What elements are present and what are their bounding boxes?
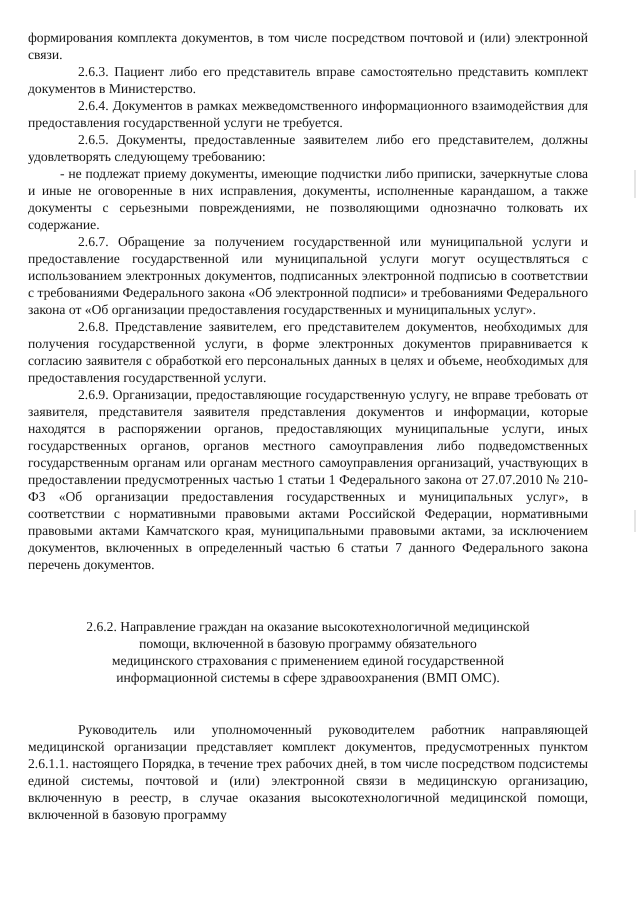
heading-line: 2.6.2. Направление граждан на оказание высокотехнологичной медицинской [86,619,530,634]
paragraph-2-6-3: 2.6.3. Пациент либо его представитель вправе самостоятельно представить комплект документов в Министерство. [28,64,588,96]
heading-line: медицинского страхования с применением единой государственной [111,653,505,668]
paragraph-continuation: формирования комплекта документов, в том числе посредством почтовой и (или) электронной связи. [28,30,588,62]
paragraph-2-6-5: 2.6.5. Документы, предоставленные заявителем либо его представителем, должны удовлетворять следующему требованию: [28,132,588,164]
scan-artifact [634,170,636,198]
section-spacer [28,686,588,721]
paragraph-2-6-9: 2.6.9. Организации, предоставляющие государственную услугу, не вправе требовать от заявителя, представителя заявителя представления документов и информации, которые находятся в распоряжении органов, предоставляющих муниципальные услуги, иных государственных органов, органов местного самоуправления либо подведомственных государственным органам или органам местного самоуправления организаций, участвующих в предоставлении предусмотренных частью 1 статьи 1 Федерального закона от 27.07.2010 № 210-ФЗ «Об организации предоставления государственных и муниципальных услуг», в соответствии с нормативными правовыми актами Российской Федерации, нормативными правовыми актами Камчатского края, муниципальными правовыми актами, за исключением документов, включенных в определенный частью 6 статьи 7 данного Федерального закона перечень документов. [28,387,588,572]
section-spacer [28,573,588,618]
paragraph-2-6-4: 2.6.4. Документов в рамках межведомственного информационного взаимодействия для предоставления государственной услуги не требуется. [28,98,588,130]
paragraph-requirement-bullet: - не подлежат приему документы, имеющие подчистки либо приписки, зачеркнутые слова и иные не оговоренные в них исправления, документы, исполненные карандашом, а также документы с серьезными повреждениями, не позволяющими однозначно толковать их содержание. [28,166,588,232]
document-page [28,29,588,823]
paragraph-2-6-8: 2.6.8. Представление заявителем, его представителем документов, необходимых для получения государственной услуги, в форме электронных документов приравнивается к согласию заявителя с обработкой его персональных данных в целях и объеме, необходимых для предоставления государственной услуги. [28,319,588,385]
heading-line: помощи, включенной в базовую программу обязательного [139,636,477,651]
paragraph-final: Руководитель или уполномоченный руководителем работник направляющей медицинской организации представляет комплект документов, предусмотренных пунктом 2.6.1.1. настоящего Порядка, в течение трех рабочих дней, в том числе посредством подсистемы единой системы, почтовой и (или) электронной связи в медицинскую организацию, включенную в реестр, в случае оказания высокотехнологичной медицинской помощи, включенной в базовую программу [28,722,588,822]
section-heading-2-6-2 [28,618,588,686]
scan-artifact [634,510,636,532]
paragraph-2-6-7: 2.6.7. Обращение за получением государственной или муниципальной услуги и предоставление государственной или муниципальной услуги могут осуществляться с использованием электронных документов, подписанных электронной подписью в соответствии с требованиями Федерального закона «Об электронной подписи» и требованиями Федерального закона от «Об организации предоставления государственных и муниципальных услуг». [28,234,588,317]
heading-line: информационной системы в сфере здравоохранения (ВМП ОМС). [116,670,500,685]
